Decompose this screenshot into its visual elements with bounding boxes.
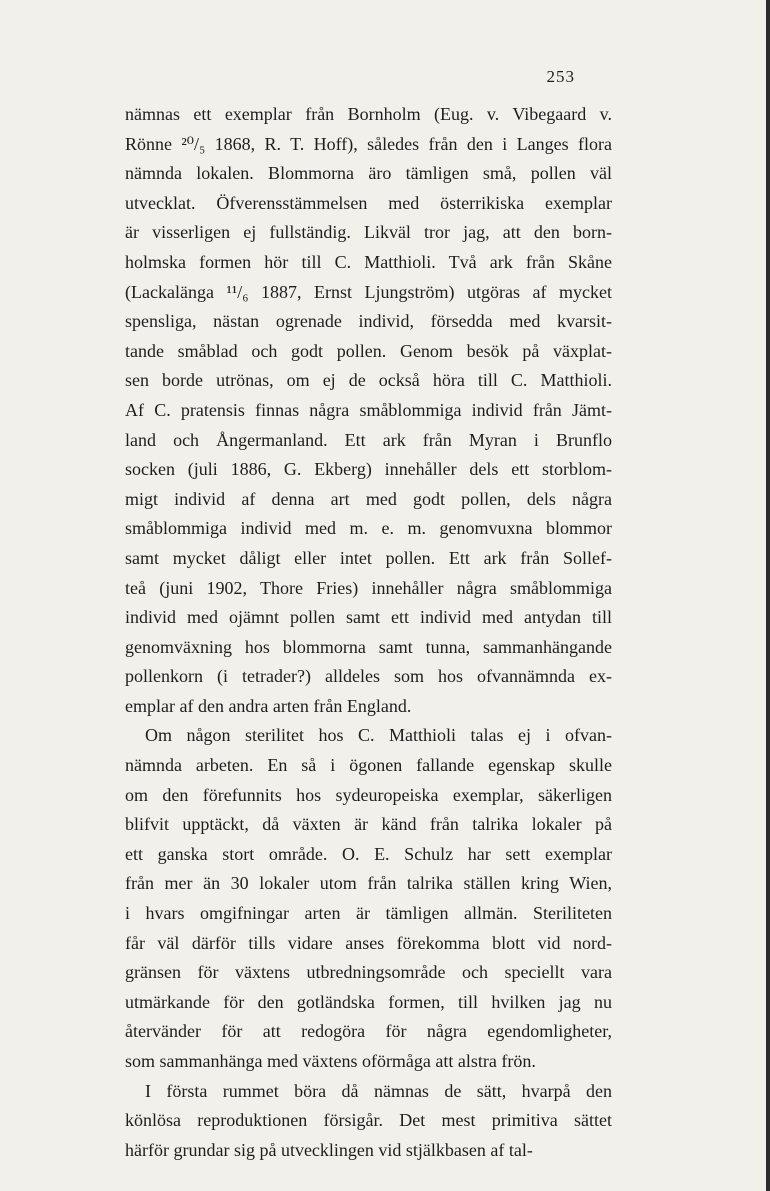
text-line: (Lackalänga ¹¹/₆ 1887, Ernst Ljungström) utgöras af mycket [125,281,612,302]
text-line: som sammanhänga med växtens oförmåga att alstra frön. [125,1051,536,1071]
text-line: blifvit upptäckt, då växten är känd från talrika lokaler på [125,814,612,835]
text-line: migt individ af denna art med godt pollen, dels några [125,488,612,509]
text-line: land och Ångermanland. Ett ark från Myran i Brunflo [125,429,612,450]
text-line: teå (juni 1902, Thore Fries) innehåller några småblommiga [125,577,612,598]
text-line: i hvars omgifningar arten är tämligen allmän. Steriliteten [125,903,612,924]
text-line: ett ganska stort område. O. E. Schulz har sett exemplar [125,843,612,864]
text-line: nämnda arbeten. En så i ögonen fallande egenskap skulle [125,755,612,776]
text-line: samt mycket dåligt eller intet pollen. Ett ark från Sollef- [125,547,612,568]
text-line: individ med ojämnt pollen samt ett individ med antydan till [125,607,612,628]
text-line: könlösa reproduktionen försigår. Det mest primitiva sättet [125,1110,612,1131]
text-line: Rönne ²⁰/₅ 1868, R. T. Hoff), således från den i Langes flora [125,133,612,154]
body-text [125,100,612,1165]
text-line: utvecklat. Öfverensstämmelsen med österrikiska exemplar [125,192,612,213]
text-line: sen borde utrönas, om ej de också höra till C. Matthioli. [125,370,612,391]
text-line: småblommiga individ med m. e. m. genomvuxna blommor [125,518,612,539]
text-line: nämnda lokalen. Blommorna äro tämligen små, pollen väl [125,163,612,184]
text-line: emplar af den andra arten från England. [125,695,412,716]
text-line: utmärkande för den gotländska formen, till hvilken jag nu [125,991,612,1012]
text-line: Om någon sterilitet hos C. Matthioli talas ej i ofvan- [145,725,612,746]
text-line: får väl därför tills vidare anses förekomma blott vid nord- [125,932,612,953]
text-line: härför grundar sig på utvecklingen vid stjälkbasen af tal- [125,1139,533,1160]
text-line: pollenkorn (i tetrader?) alldeles som hos ofvannämnda ex- [125,666,612,687]
text-line: återvänder för att redogöra för några egendomligheter, [125,1021,612,1042]
text-line: genomväxning hos blommorna samt tunna, sammanhängande [125,636,612,657]
text-line: gränsen för växtens utbredningsområde och speciellt vara [125,962,612,983]
text-line: holmska formen hör till C. Matthioli. Två ark från Skåne [125,251,612,272]
text-line: från mer än 30 lokaler utom från talrika ställen kring Wien, [125,873,612,894]
text-line: är visserligen ej fullständig. Likväl tror jag, att den born- [125,222,612,243]
text-line: Af C. pratensis finnas några småblommiga individ från Jämt- [125,399,612,420]
page-edge-shadow [766,0,770,1191]
text-line: tande småblad och godt pollen. Genom besök på växplat- [125,340,612,361]
page-number: 253 [546,67,575,86]
text-line: spensliga, nästan ogrenade individ, försedda med kvarsit- [125,311,612,332]
text-line: nämnas ett exemplar från Bornholm (Eug. v. Vibegaard v. [125,104,612,124]
text-line: socken (juli 1886, G. Ekberg) innehåller dels ett storblom- [125,459,612,480]
text-line: om den förefunnits hos sydeuropeiska exemplar, säkerligen [125,784,612,805]
text-line: I första rummet böra då nämnas de sätt, hvarpå den [145,1080,612,1101]
